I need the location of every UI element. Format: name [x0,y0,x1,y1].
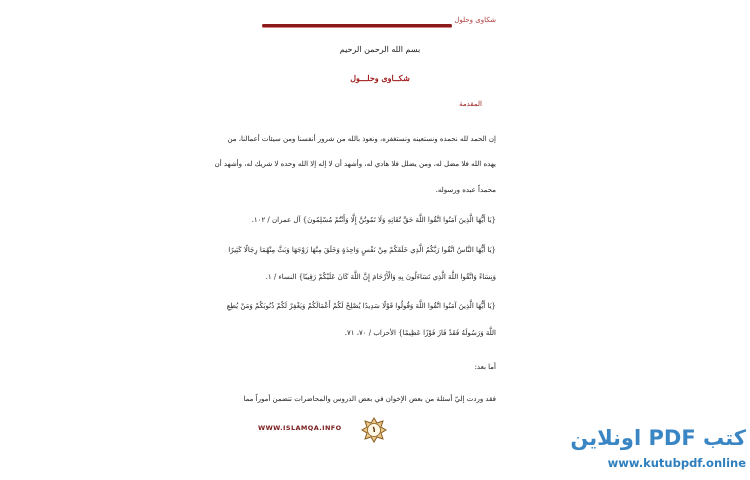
header-divider [262,24,452,27]
quran-verse-line: وَنِسَاءً وَاتَّقُوا اللَّهَ الَّذِي تَسَاءَلُونَ بِهِ وَالْأَرْحَامَ إِنَّ اللَّهَ كَانَ عَلَيْكُمْ رَقِيبًا} النساء / ١. [265,273,496,281]
section-heading-introduction: المقدمة [459,100,482,108]
quran-verse-line: {يَا أَيُّهَا النَّاسُ اتَّقُوا رَبَّكُمُ الَّذِي خَلَقَكُمْ مِنْ نَفْسٍ وَاحِدَةٍ وَخَلَقَ مِنْهَا زَوْجَهَا وَبَثَّ مِنْهُمَا رِجَالًا كَثِيرًا [228,246,496,254]
watermark-title: كتب PDF اونلاين [570,426,746,450]
page-number-badge [361,417,387,443]
running-header-title: شكاوى وحلول [454,16,496,24]
document-title: شكــاوى وحلـــول [350,73,410,83]
watermark-url[interactable]: www.kutubpdf.online [607,456,746,470]
body-line: إن الحمد لله نحمده ونستعينه ونستغفره، ونعوذ بالله من شرور أنفسنا ومن سيئات أعمالنا، من [227,135,496,143]
footer-site-link[interactable]: WWW.ISLAMQA.INFO [258,424,342,432]
basmala: بسم الله الرحمن الرحيم [339,45,421,54]
quran-verse-line: {يَا أَيُّهَا الَّذِينَ آمَنُوا اتَّقُوا اللَّهَ حَقَّ تُقَاتِهِ وَلَا تَمُوتُنَّ إِلَّا وَأَنْتُمْ مُسْلِمُونَ} آل عمران / ١٠٢. [251,216,496,224]
quran-verse-line: {يَا أَيُّهَا الَّذِينَ آمَنُوا اتَّقُوا اللَّهَ وَقُولُوا قَوْلًا سَدِيدًا يُصْلِحْ لَكُمْ أَعْمَالَكُمْ وَيَغْفِرْ لَكُمْ ذُنُوبَكُمْ وَمَنْ يُطِعِ [226,302,496,310]
body-line: يهده الله فلا مضل له، ومن يضلل فلا هادي له، وأشهد أن لا إله إلا الله وحده لا شريك له، وأشهد أن [214,160,496,168]
body-line: أما بعد: [474,363,496,371]
page-number: ١ [371,425,377,434]
body-line: محمداً عبده ورسوله. [435,186,496,194]
quran-verse-line: اللَّهَ وَرَسُولَهُ فَقَدْ فَازَ فَوْزًا عَظِيمًا} الأحزاب / ٧٠، ٧١. [344,329,496,337]
body-line: فقد وردت إليّ أسئلة من بعض الإخوان في بعض الدروس والمحاضرات تتضمن أموراً مما [243,395,496,403]
